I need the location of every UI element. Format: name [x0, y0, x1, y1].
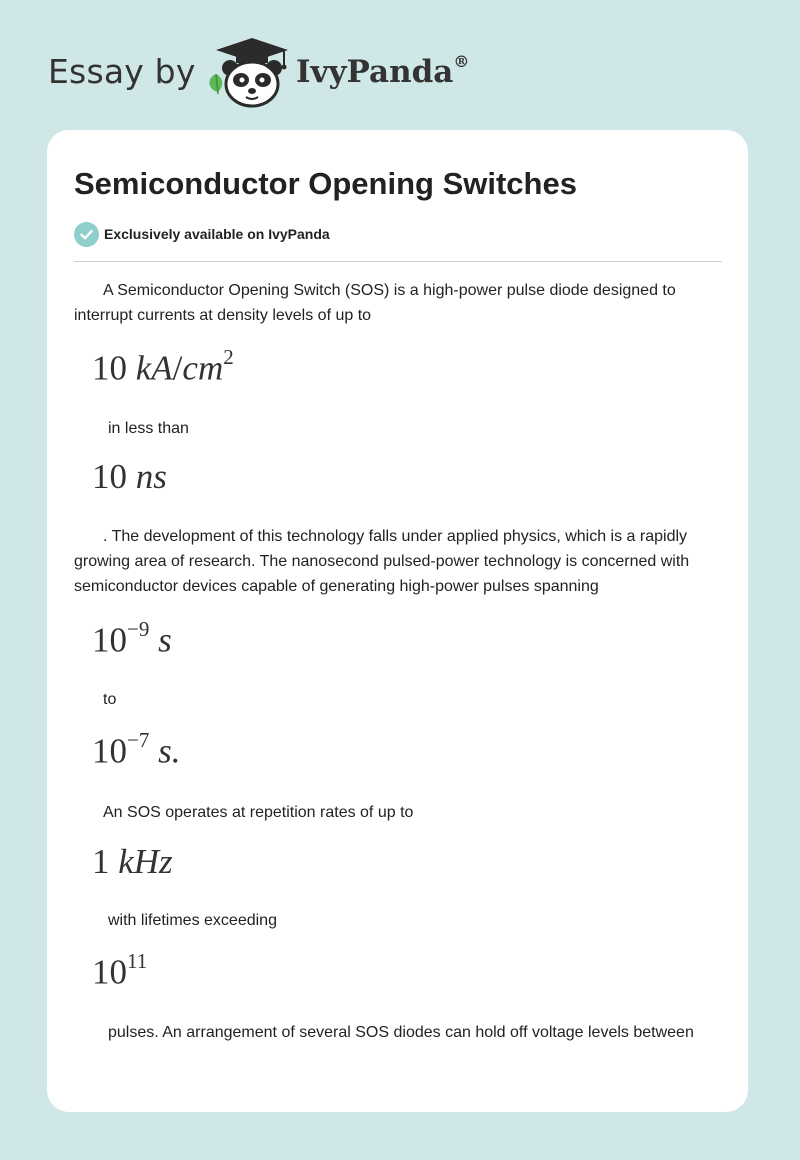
paragraph-2: in less than [108, 420, 189, 437]
formula-time [92, 457, 167, 497]
formula-lifetime [92, 949, 148, 993]
formula-exponent: 2 [223, 345, 234, 369]
formula-number: 10 [92, 348, 127, 388]
paragraph-4: to [103, 691, 117, 708]
paragraph-1: A Semiconductor Opening Switch (SOS) is a high-power pulse diode designed to interrupt currents at density levels of up to [74, 282, 676, 324]
formula-number: 10 [92, 731, 127, 771]
essay-by-label: Essay by [48, 52, 196, 91]
badge-text: Exclusively available on IvyPanda [104, 226, 330, 242]
formula-upper-bound [92, 728, 181, 772]
formula-number: 10 [92, 457, 127, 496]
formula-unit: ns [135, 457, 167, 496]
formula-number: 10 [92, 952, 127, 992]
paragraph-5: An SOS operates at repetition rates of up to [103, 804, 414, 821]
ivypanda-logo-icon[interactable] [202, 34, 298, 110]
paragraph-7: pulses. An arrangement of several SOS diodes can hold off voltage levels between [108, 1024, 694, 1041]
formula-number: 1 [92, 842, 110, 881]
page-title: Semiconductor Opening Switches [74, 166, 577, 201]
formula-exponent: −7 [127, 728, 150, 752]
brand-name[interactable]: IvyPanda® [296, 52, 470, 90]
check-circle-icon [74, 222, 99, 247]
formula-separator: / [172, 348, 183, 388]
formula-unit: kA [135, 348, 173, 388]
formula-exponent: −9 [127, 617, 150, 641]
exclusive-badge [74, 221, 330, 247]
registered-mark: ® [453, 52, 470, 71]
formula-lower-bound [92, 617, 172, 661]
formula-unit: cm [182, 348, 224, 388]
paragraph-6: with lifetimes exceeding [108, 912, 277, 929]
formula-unit: s. [158, 731, 181, 771]
formula-unit: kHz [118, 842, 173, 881]
formula-unit: s [158, 620, 172, 660]
site-header [48, 34, 468, 114]
title-divider [74, 261, 722, 262]
formula-current-density [92, 345, 234, 389]
formula-exponent: 11 [127, 949, 148, 973]
essay-card [47, 130, 748, 1112]
formula-number: 10 [92, 620, 127, 660]
formula-frequency [92, 842, 173, 882]
paragraph-3: . The development of this technology falls under applied physics, which is a rapidly growing area of research. The nanosecond pulsed-power technology is concerned with semiconductor devices capable of generating high-power pulses spanning [74, 528, 690, 595]
